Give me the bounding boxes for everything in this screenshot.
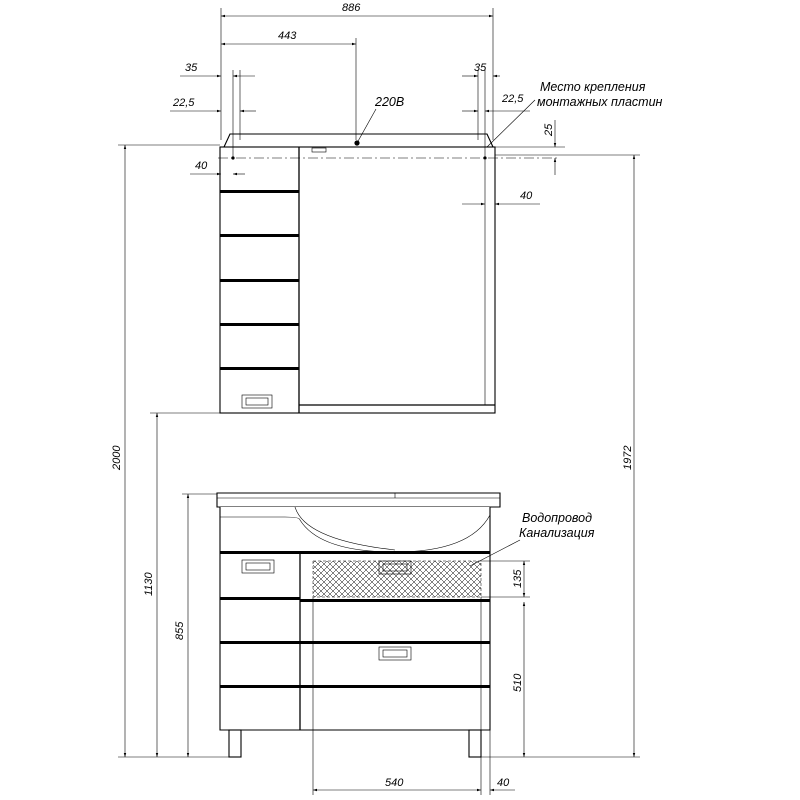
vanity-bar — [300, 685, 490, 688]
dim-1130: 1130 — [143, 572, 155, 596]
vanity-bar — [300, 641, 490, 644]
mirror-cabinet — [218, 109, 560, 413]
shelf-bar — [220, 234, 299, 237]
dim-443: 443 — [278, 30, 297, 42]
dim-right-35: 35 — [474, 62, 487, 74]
shelf-bar — [220, 279, 299, 282]
dim-1972: 1972 — [622, 445, 634, 470]
shelf-bar — [220, 323, 299, 326]
power-label: 220В — [375, 95, 405, 109]
shelf-bar — [220, 367, 299, 370]
vanity-bar — [220, 685, 300, 688]
vanity-outline — [220, 507, 490, 730]
light-fixture — [312, 148, 326, 152]
dim-510: 510 — [512, 673, 524, 692]
sewer-label: Канализация — [519, 526, 595, 540]
sink-top — [217, 493, 500, 507]
vanity-bar — [300, 551, 490, 554]
dim-540: 540 — [385, 777, 404, 789]
dim-25: 25 — [543, 123, 555, 136]
vanity-bar — [300, 599, 490, 602]
shelf-bar — [220, 190, 299, 193]
leg-right — [469, 730, 481, 757]
dim-2000: 2000 — [111, 445, 123, 470]
mount-leader — [487, 100, 535, 147]
dim-855: 855 — [174, 621, 186, 640]
vanity-bar — [220, 551, 300, 554]
vanity-bar — [220, 641, 300, 644]
water-label: Водопровод — [522, 511, 593, 525]
plumbing-zone — [313, 561, 481, 597]
leg-left — [229, 730, 241, 757]
vanity — [217, 493, 500, 757]
dim-886: 886 — [342, 2, 361, 14]
dim-right-40: 40 — [520, 190, 533, 202]
mount-note-line2: монтажных пластин — [537, 95, 663, 109]
dim-135: 135 — [512, 569, 524, 588]
dim-bottom-40: 40 — [497, 777, 510, 789]
dim-left-35: 35 — [185, 62, 198, 74]
dim-right-22-5: 22,5 — [502, 93, 524, 105]
dim-left-22-5: 22,5 — [173, 97, 195, 109]
dim-left-40: 40 — [195, 160, 208, 172]
vanity-bar — [220, 597, 300, 600]
mount-note-line1: Место крепления — [540, 80, 646, 94]
